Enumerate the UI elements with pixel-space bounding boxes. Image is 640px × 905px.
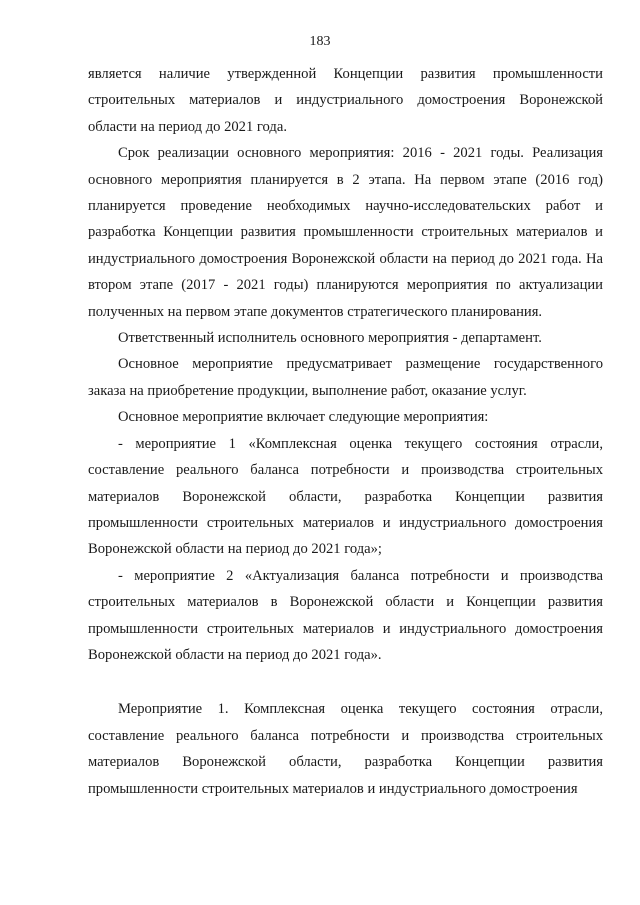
paragraph-continuation: является наличие утвержденной Концепции развития промышленности строительных материалов и индустриального домостроения Воронежской области на период до 2021 года. bbox=[88, 66, 603, 135]
paragraph-responsible-executor: Ответственный исполнитель основного мероприятия - департамент. bbox=[118, 330, 542, 347]
section-spacer bbox=[88, 668, 603, 696]
page-number: 183 bbox=[309, 34, 331, 49]
paragraph-implementation-period: Срок реализации основного мероприятия: 2016 - 2021 годы. Реализация основного мероприятия планируется в 2 этапа. На первом этапе (2016 год) планируется проведение необходимых научно-исследовательских работ и разработка Концепции развития промышленности строительных материалов и индустриального домостроения Воронежской области на период до 2021 года. На втором этапе (2017 - 2021 годы) планируются мероприятия по актуализации полученных на первом этапе документов стратегического планирования. bbox=[88, 145, 603, 320]
paragraph-includes-measures: Основное мероприятие включает следующие мероприятия: bbox=[118, 409, 489, 426]
list-item-measure-2: - мероприятие 2 «Актуализация баланса потребности и производства строительных материалов в Воронежской области и Концепции развития промышленности строительных материалов и индустриального домостроения Воронежской области на период до 2021 года». bbox=[88, 567, 603, 663]
document-body bbox=[88, 61, 603, 802]
paragraph-measure-1-heading: Мероприятие 1. Комплексная оценка текущего состояния отрасли, составление реального баланса потребности и производства строительных материалов Воронежской области, разработка Концепции развития промышленности строительных материалов и индустриального домостроения bbox=[88, 701, 603, 797]
paragraph-state-order: Основное мероприятие предусматривает размещение государственного заказа на приобретение продукции, выполнение работ, оказание услуг. bbox=[88, 356, 603, 399]
list-item-measure-1: - мероприятие 1 «Комплексная оценка текущего состояния отрасли, составление реального баланса потребности и производства строительных материалов Воронежской области, разработка Концепции развития промышленности строительных материалов и индустриального домостроения Воронежской области на период до 2021 года»; bbox=[88, 435, 603, 558]
